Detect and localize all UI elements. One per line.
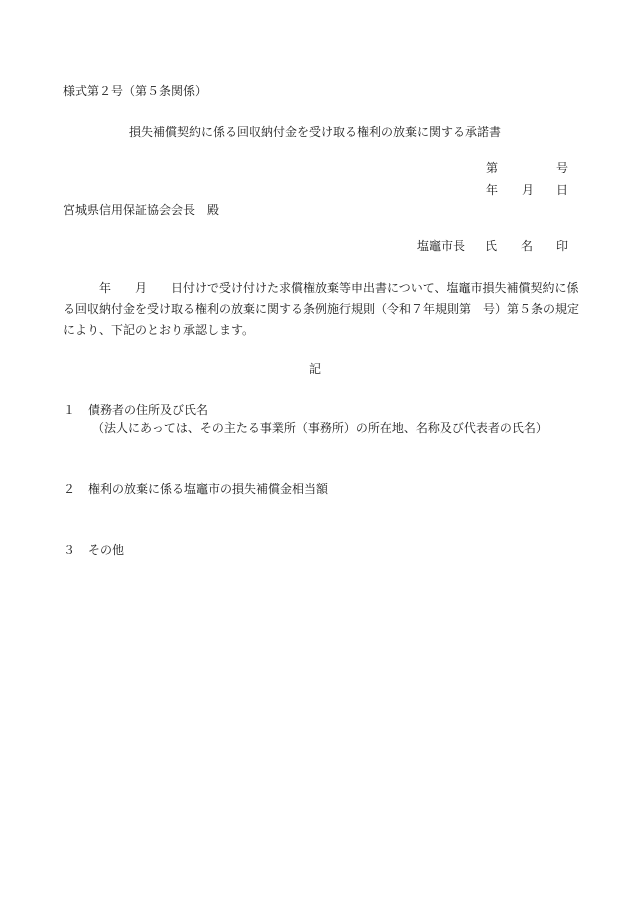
number-row: [486, 162, 568, 174]
form-number: 様式第２号（第５条関係）: [63, 84, 208, 98]
item-number: １: [63, 403, 76, 417]
mei-label: 名: [521, 239, 534, 253]
item-label: その他: [88, 543, 125, 557]
item-debtor-note: （法人にあっては、その主たる事業所（事務所）の所在地、名称及び代表者の氏名）: [92, 421, 548, 435]
ki-heading: 記: [308, 362, 321, 376]
in-label: 印: [556, 239, 569, 253]
document-title: 損失補償契約に係る回収納付金を受け取る権利の放棄に関する承諾書: [128, 125, 501, 139]
document-number-block: [486, 162, 568, 206]
year-label: 年: [486, 183, 499, 197]
shi-label: 氏: [485, 239, 498, 253]
date-row: [486, 184, 568, 196]
go-label: 号: [556, 161, 569, 175]
item-label: 権利の放棄に係る塩竈市の損失補償金相当額: [88, 482, 329, 496]
item-number: ２: [63, 482, 76, 496]
body-line-2: る回収納付金を受け取る権利の放棄に関する条例施行規則（令和７年規則第 号）第５条の規定: [63, 302, 580, 316]
dai-label: 第: [486, 161, 499, 175]
body-line-3: により、下記のとおり承認します。: [63, 323, 255, 337]
body-line-1: 年 月 日付けで受け付けた求償権放棄等申出書について、塩竈市損失補償契約に係: [99, 281, 579, 295]
item-label: 債務者の住所及び氏名: [88, 403, 209, 417]
item-other: [63, 544, 124, 556]
approval-body: [63, 278, 580, 341]
issuer-title: 塩竈市長: [417, 239, 466, 253]
item-compensation-amount: [63, 483, 328, 495]
item-number: ３: [63, 543, 76, 557]
item-debtor: [63, 404, 208, 416]
month-label: 月: [522, 183, 535, 197]
addressee: 宮城県信用保証協会会長 殿: [63, 203, 220, 217]
day-label: 日: [556, 183, 569, 197]
